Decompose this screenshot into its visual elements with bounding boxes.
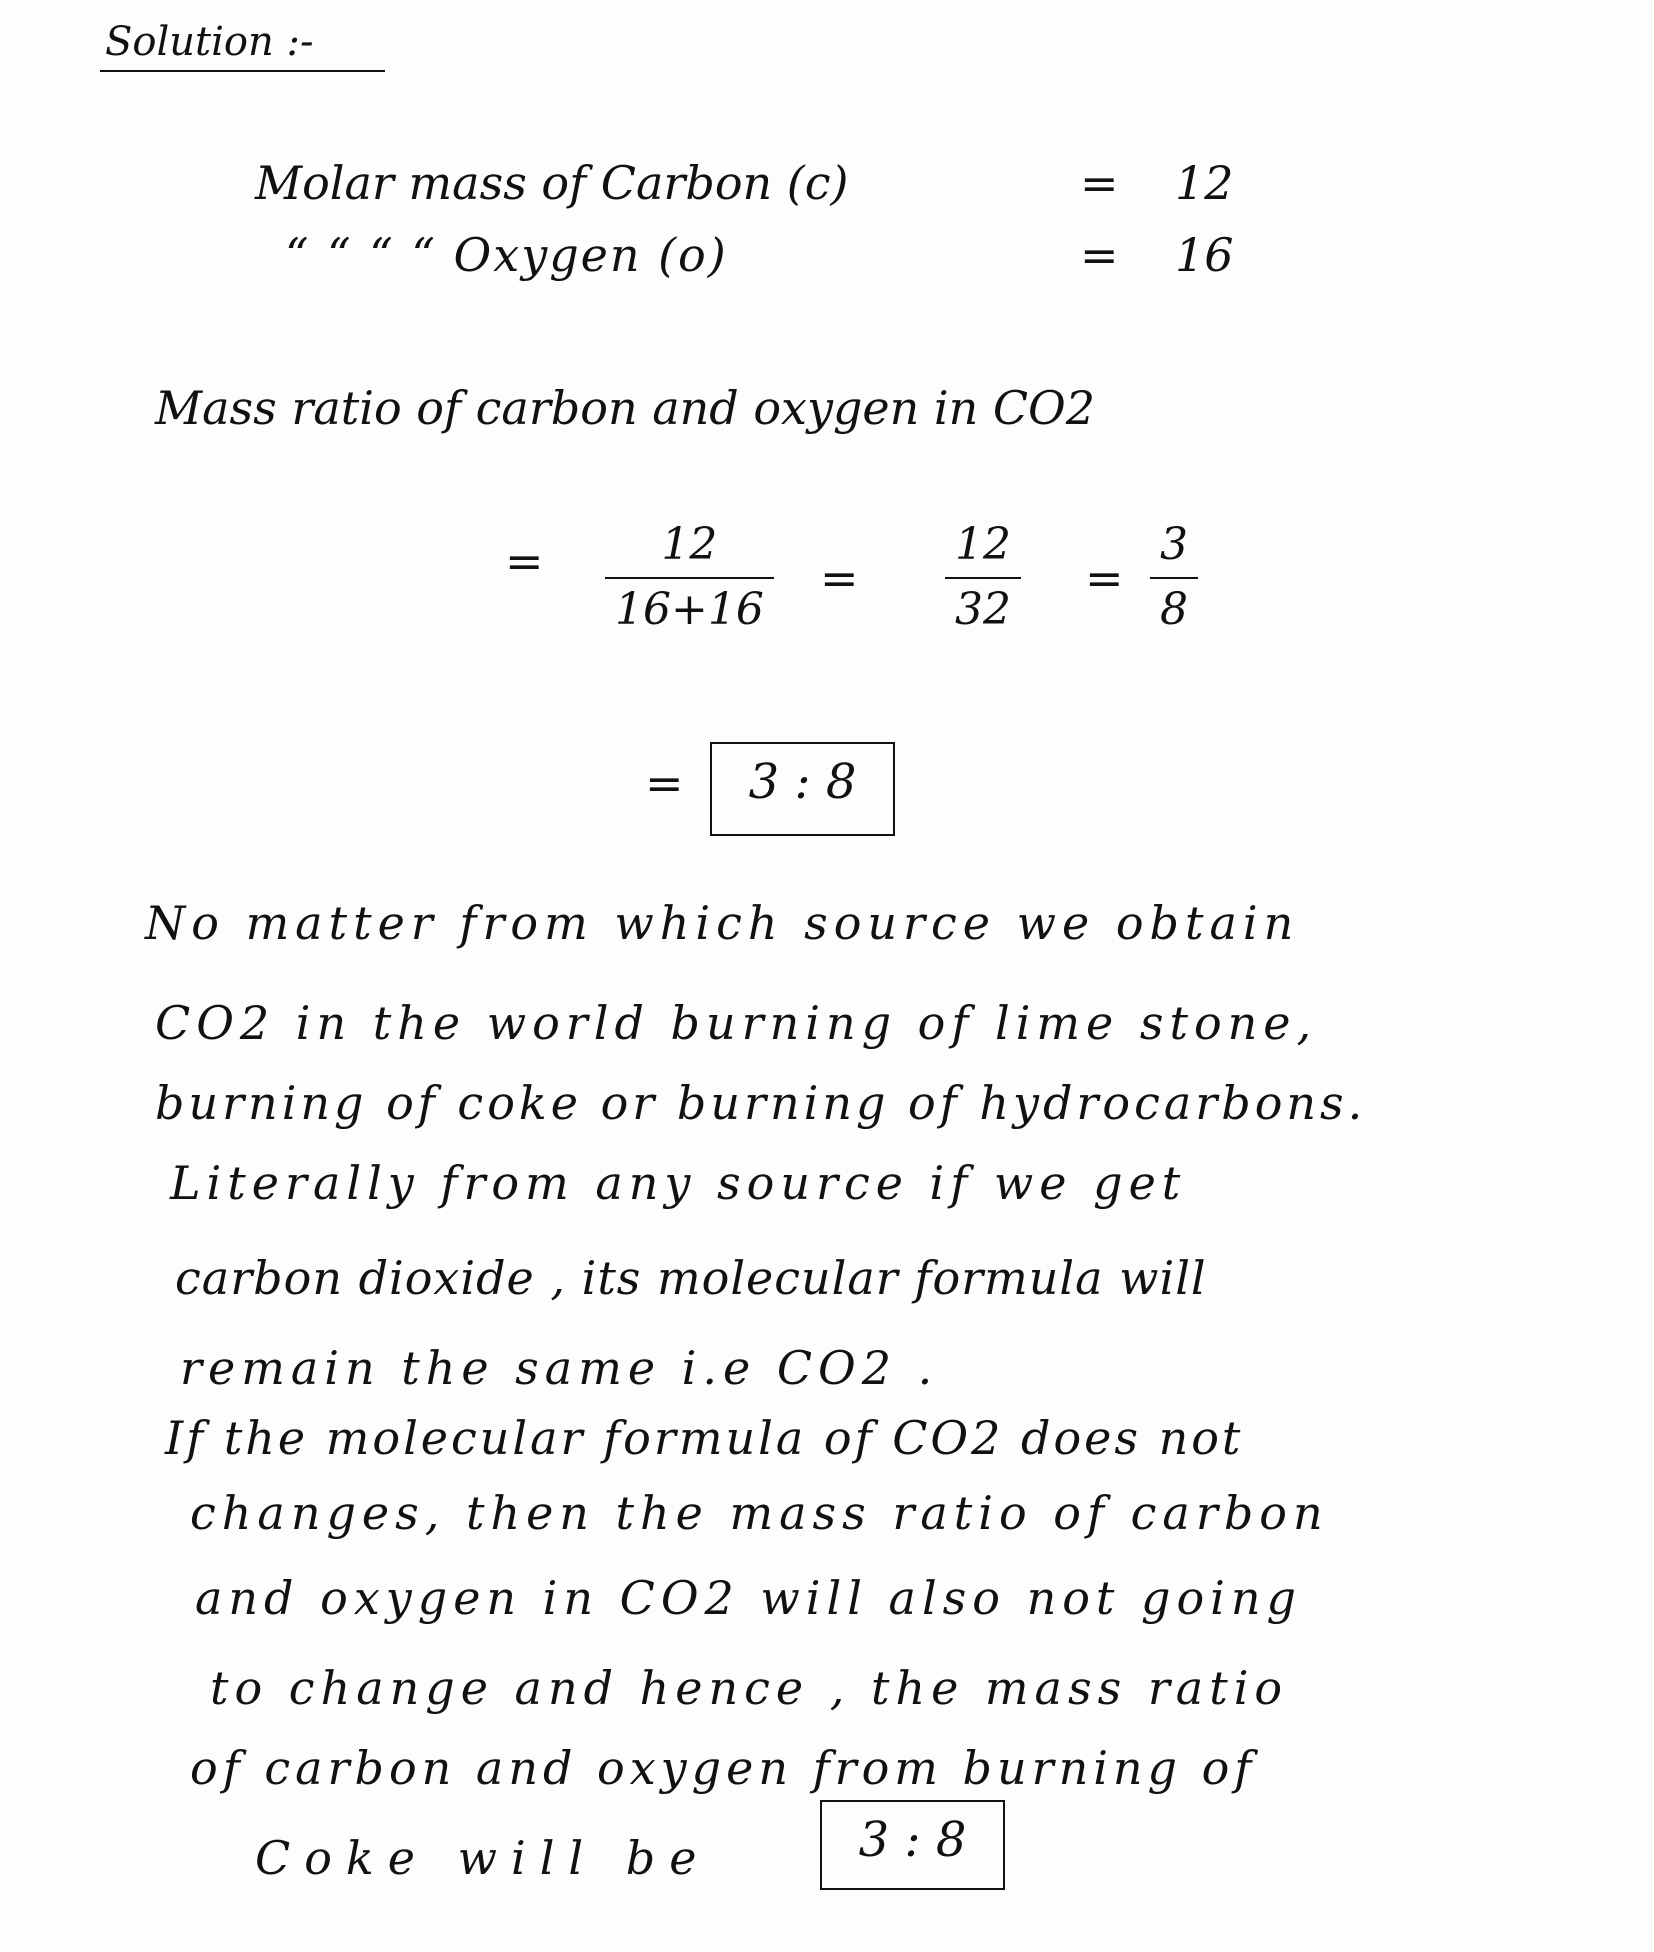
fraction-3-numerator: 3 [1160,519,1188,570]
molar-mass-carbon-value: 12 [1175,156,1234,210]
fraction-1-bar [605,577,774,579]
final-result-box: 3 : 8 [820,1800,1005,1890]
molar-mass-oxygen-eq: = [1080,228,1119,282]
molar-mass-oxygen-value: 16 [1175,228,1234,282]
paragraph-line-2: CO2 in the world burning of lime stone, [155,996,1318,1050]
fraction-12-over-16-plus-16 [605,520,774,635]
paragraph-line-3: burning of coke or burning of hydrocarbons. [155,1076,1367,1130]
paragraph-line-7: If the molecular formula of CO2 does not [165,1411,1244,1465]
fraction-3-denominator: 8 [1160,583,1188,635]
calc-eq-1: = [505,534,544,588]
paragraph-line-10: to change and hence , the mass ratio [210,1661,1289,1715]
calc-eq-3: = [1085,551,1124,605]
fraction-1-numerator: 12 [661,519,718,570]
fraction-3-bar [1150,577,1198,579]
fraction-2-bar [945,577,1021,579]
molar-mass-carbon-eq: = [1080,156,1119,210]
molar-mass-oxygen-label: “ “ “ “ Oxygen (o) [285,228,728,282]
heading-underline [100,70,385,72]
paragraph-line-4: Literally from any source if we get [170,1156,1187,1210]
paragraph-line-12: Coke will be [255,1831,711,1885]
mass-ratio-title: Mass ratio of carbon and oxygen in CO2 [155,381,1095,435]
fraction-12-over-32 [945,520,1021,635]
paragraph-line-6: remain the same i.e CO2 . [180,1341,939,1395]
fraction-2-denominator: 32 [955,583,1011,635]
solution-heading: Solution :- [105,19,314,65]
fraction-1-denominator: 16+16 [615,583,764,635]
fraction-2-numerator: 12 [955,519,1011,570]
paragraph-line-5: carbon dioxide , its molecular formula will [175,1251,1207,1305]
paragraph-line-9: and oxygen in CO2 will also not going [195,1571,1302,1625]
calc-eq-2: = [820,551,859,605]
molar-mass-carbon-label: Molar mass of Carbon (c) [255,156,849,210]
ratio-result-box: 3 : 8 [710,742,895,836]
paragraph-line-1: No matter from which source we obtain [145,896,1300,950]
fraction-3-over-8 [1150,520,1198,635]
calc-eq-4: = [645,756,684,810]
paragraph-line-8: changes, then the mass ratio of carbon [190,1486,1329,1540]
paragraph-line-11: of carbon and oxygen from burning of [190,1741,1257,1795]
